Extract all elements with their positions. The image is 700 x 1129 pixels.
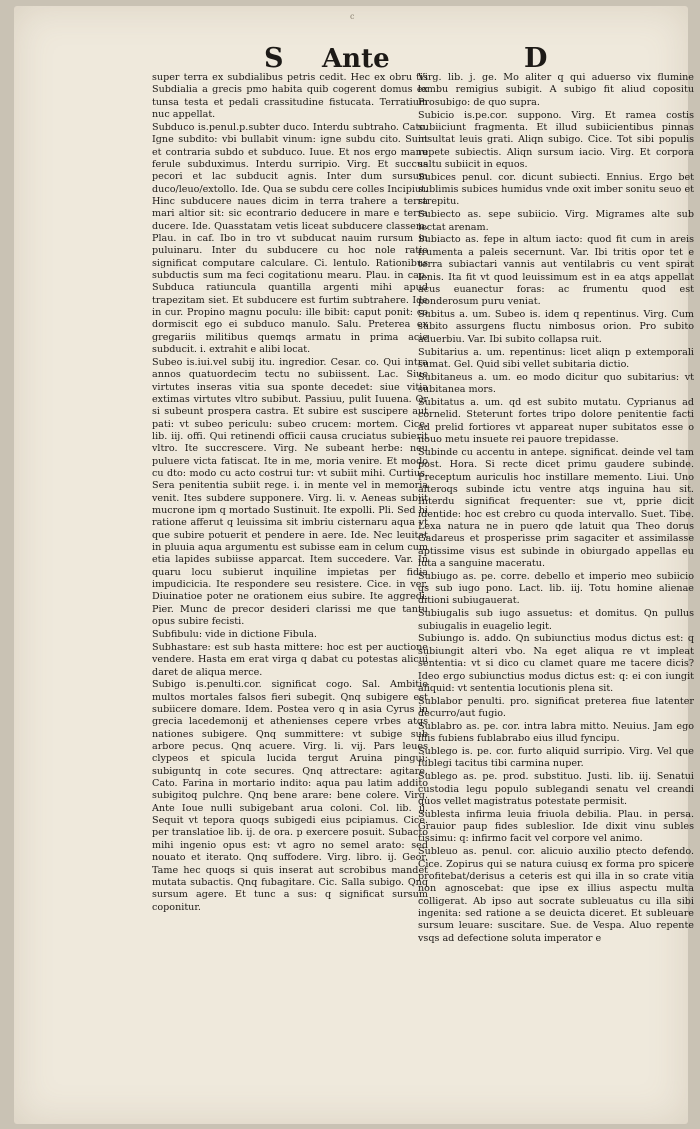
- dictionary-entry: Subinde cu accentu in antepe. significat. deinde vel tam post. Hora. Si recte dicet primu gaudere subinde. Preceptum auriculis hoc instillare memento. Liui. Uno alteroqs subinde ictu ventre atqs inguina hau sit. Interdu significat frequenter: sue vt, pprie dicit identide: hoc est crebro cu quoda intervallo. Suet. Tibe. Lexa natura ne in puero qde latuit qua Theo dorus Gadareus et prosperisse prim sagaciter et assimilasse aptissime visus est subinde in obiurgado appellas eu luta a sanguine maceratu.: [418, 446, 694, 569]
- dictionary-entry: Subicio is.pe.cor. suppono. Virg. Et ramea costis subiiciunt fragmenta. Et illud subiicientibus pinnas insultat leuis grati. Aliqn subigo. Cice. Tot sibi populis repete subiectis. Aliqn sursum iacio. Virg. Et corpora saltu subiicit in equos.: [418, 109, 694, 170]
- dictionary-entry: Sublego as. pe. prod. substituo. Justi. lib. iij. Senatui custodia legu populo sublegandi senatu vel creandi quos vellet magistratus potestate permisit.: [418, 771, 694, 807]
- dictionary-entry: super terra ex subdialibus petris cedit. Hec ex obru tis Subdialia a grecis pmo habita quib cogerent domus ex tunsa testa et pedali crassitudine fistucata. Terratium nuc appellat.: [152, 72, 428, 121]
- dictionary-entry: Sublego is. pe. cor. furto aliquid surripio. Virg. Vel que fublegi tacitus tibi carmina nuper.: [418, 746, 694, 770]
- dictionary-entry: Subduco is.penul.p.subter duco. Interdu subtraho. Cato. Igne subdito: vbi bullabit vinum: igne subdu cito. Sunt et contraria subdo et subduco. Iuue. Et nos ergo manu ferule subduximus. Interdu surripio. Virg. Et succus pecori et lac subducit agnis. Inter dum sursum duco/leuo/extollo. Ide. Qua se subdu cere colles Incipiut. Hinc subducere naues dicim in terra trahere a terra mari altior sit: sic econtrario deducere in mare e terra ducere. Ide. Quasstatam vetis liceat subducere classem. Plau. in caf. Ibo in tro vt subducat nauim rursum in puluinaru. Inter du subducere cu hoc nole ratio significat computare calculare. Ci. lentulo. Rationibus subductis sum ma feci cogitationu mearu. Plau. in cap. Subduca ratiuncula quantilla argenti mihi apud trapezitam siet. Et subducere est furtim subtrahere. Ide in cur. Propino magnu poculu: ille bibit: caput ponit: co dormiscit ego ei subduco manulo. Salu. Preterea ex gregariis militibus quemqs armatu in prima acie subducit. i. extrahit e alibi locat.: [152, 121, 428, 356]
- dictionary-entry: Subices penul. cor. dicunt subiecti. Ennius. Ergo bet sublimis subices humidus vnde oxit imber sonitu seuo et strepitu.: [418, 171, 694, 208]
- dictionary-entry: Sublesta infirma leuia friuola debilia. Plau. in persa. Grauior paup fides subleslior. Ide dixit vinu subles tissimu: q: infirmo facit vel corpore vel animo.: [418, 808, 694, 845]
- header-title: Ante: [322, 44, 390, 74]
- dictionary-entry: Subitus a. um. Subeo is. idem q repentinus. Virg. Cum subito assurgens fluctu nimbosus orion. Pro subito aduerbiu. Var. Ibi subito collapsa ruit.: [418, 309, 694, 345]
- left-column: [152, 72, 428, 914]
- dictionary-entry: Sublabro as. pe. cor. intra labra mitto. Neuius. Jam ego illis fubiens fublabrabo eius illud fyncipu.: [418, 720, 694, 745]
- dictionary-entry: Subiugo as. pe. corre. debello et imperio meo subiicio qs sub iugo pono. Lact. lib. iij. Totu homine alienae ditioni subiugauerat.: [418, 570, 694, 607]
- dictionary-entry: Subitaneus a. um. eo modo dicitur quo subitarius: vt subitanea mors.: [418, 371, 694, 396]
- dictionary-entry: Subiugalis sub iugo assuetus: et domitus. Qn pullus subiugalis in euagelio legit.: [418, 608, 694, 632]
- dictionary-entry: Subiungo is. addo. Qn subiunctius modus dictus est: q subiungit alteri vbo. Na eget aliqua re vt impleat sententia: vt si dico cu clamet quare me tacere dicis? Ideo ergo subiunctius modus dictus est: q: ei con iungit aliquid: vt sententia locutionis plena sit.: [418, 633, 694, 694]
- dictionary-entry: Subhastare: est sub hasta mittere: hoc est per auctione vendere. Hasta em erat virga q dabat cu potestas alicui daret de aliqua merce.: [152, 641, 428, 678]
- dictionary-entry: Subfibulu: vide in dictione Fibula.: [152, 628, 317, 640]
- dictionary-entry: Subeo is.iui.vel subij itu. ingredior. Cesar. co. Qui intra annos quatuordecim tectu no subiissent. Lac. Siue virtutes inseras vitia sua sponte decedet: siue vitia extimas virtutes vltro subibut. Passiuu, pulit Iuuena. Qr si subeunt prospera castra. Et subire est suscipere aut pati: vt subeo periculu: subeo crucem: mortem. Cice. lib. iij. offi. Qui retinendi officii causa cruciatus subierit vltro. Ite succrescere. Virg. Ne subeant herbe: neu puluere victa fatiscat. Ite in me, moria venire. Et modo cu dto: modo cu acto costrui tur: vt subiit mihi. Curtius. Sera penitentia subiit rege. i. in mente vel in memoria venit. Ites subdere supponere. Virg. li. v. Aeneas subiit mucrone ipm q mortado Sustinuit. Ite expolli. Pli. Sed hi ratione afferut q leuissima sit imbriu cisternaru aqua vt que subire potuerit et pendere in aere. Ide. Nec leuitat in pluuia aqua argumentu est subisse eam in celum cum etia lapides subiisse apparcat. Item succedere. Var. In quaru locu subierut inquiline impietas per fidia impudicicia. Ite respondere seu resistere. Cice. in ver. Diuinatioe poter ne orationem eius subire. Ite aggredi. Pier. Munc de precor desideri clarissi me que tantu opus subire fecisti.: [152, 356, 428, 628]
- header-right-letter: D: [524, 43, 548, 74]
- dictionary-entry: Subitarius a. um. repentinus: licet aliqn p extemporali sumat. Gel. Quid sibi vellet subitaria dictio.: [418, 346, 694, 370]
- header-signature-letter: S: [264, 43, 284, 74]
- dictionary-entry: Subigo is.penulti.cor. significat cogo. Sal. Ambitio multos mortales falsos fieri subegit. Qnq subigere est subiicere domare. Idem. Postea vero q in asia Cyrus in grecia lacedemonij et athenienses cepere vrbes atqs nationes subigere. Qnq summittere: vt subige sub arbore pecus. Qnq acuere. Virg. li. vij. Pars leues clypeos et spicula lucida tergut Aruina pingui: subiguntq in cote secures. Qnq attrectare: agitare. Cato. Farina in mortario indito: aqua pau latim addito subigitoq pulchre. Qnq bene arare: bene colere. Virg. Ante Ioue nulli subigebant arua coloni. Col. lib. ij. Sequit vt tepora quoqs subigedi eius pcipiamus. Cice. per translatioe lib. ij. de ora. p exercere posuit. Subacto mihi ingenio opus est: vt agro no semel arato: sed nouato et iterato. Qnq suffodere. Virg. libro. ij. Geor. Tame hec quoqs si quis inserat aut scrobibus mandet mutata subactis. Qnq fubagitare. Cic. Salla subigo. Qnq sursum agere. Et tunc a sus: q significat sursum coponitur.: [152, 679, 428, 913]
- dictionary-entry: Virg. lib. j. ge. Mo aliter q qui aduerso vix flumine lembu remigius subigit. A subigo fit aliud copositu Prosubigo: de quo supra.: [418, 72, 694, 108]
- dictionary-entry: Subiecto as. sepe subiicio. Virg. Migrames alte sub iectat arenam.: [418, 209, 694, 233]
- dictionary-entry: Subiacto as. fepe in altum iacto: quod fit cum in areis frumenta a paleis secernunt. Var. Ibi tritis opor tet e terra subiactari vannis aut ventilabris cu vent spirat lenis. Ita fit vt quod leuissimum est in ea atqs appellat acus euanectur foras: ac frumentu quod est ponderosum puru veniat.: [418, 234, 694, 308]
- dictionary-entry: Subleuo as. penul. cor. alicuio auxilio ptecto defendo. Cice. Zopirus qui se natura cuiusq ex forma pro spicere profitebat/derisus a ceteris est qui illa in so crate vitia non agnoscebat: que ipse ex illius aspectu multa colligerat. Ab ipso aut socrate subleuatus cu illa sibi ingenita: sed ratione a se deuicta diceret. Et subleuare sursum leuare: suscitare. Sue. de Vespa. Aluo repente vsqs ad defectione soluta imperator e: [418, 846, 694, 944]
- right-column: [418, 72, 694, 945]
- corner-mark: c: [350, 12, 355, 21]
- dictionary-entry: Sublabor penulti. pro. significat preterea fiue latenter decurro/aut fugio.: [418, 695, 694, 720]
- dictionary-entry: Subitatus a. um. qd est subito mutatu. Cyprianus ad cornelid. Steterunt fortes tripo dolore penitentie facti ad prelid fortiores vt appareat nuper subitatos esse o nouo metu insuete rei pauore trepidasse.: [418, 396, 694, 445]
